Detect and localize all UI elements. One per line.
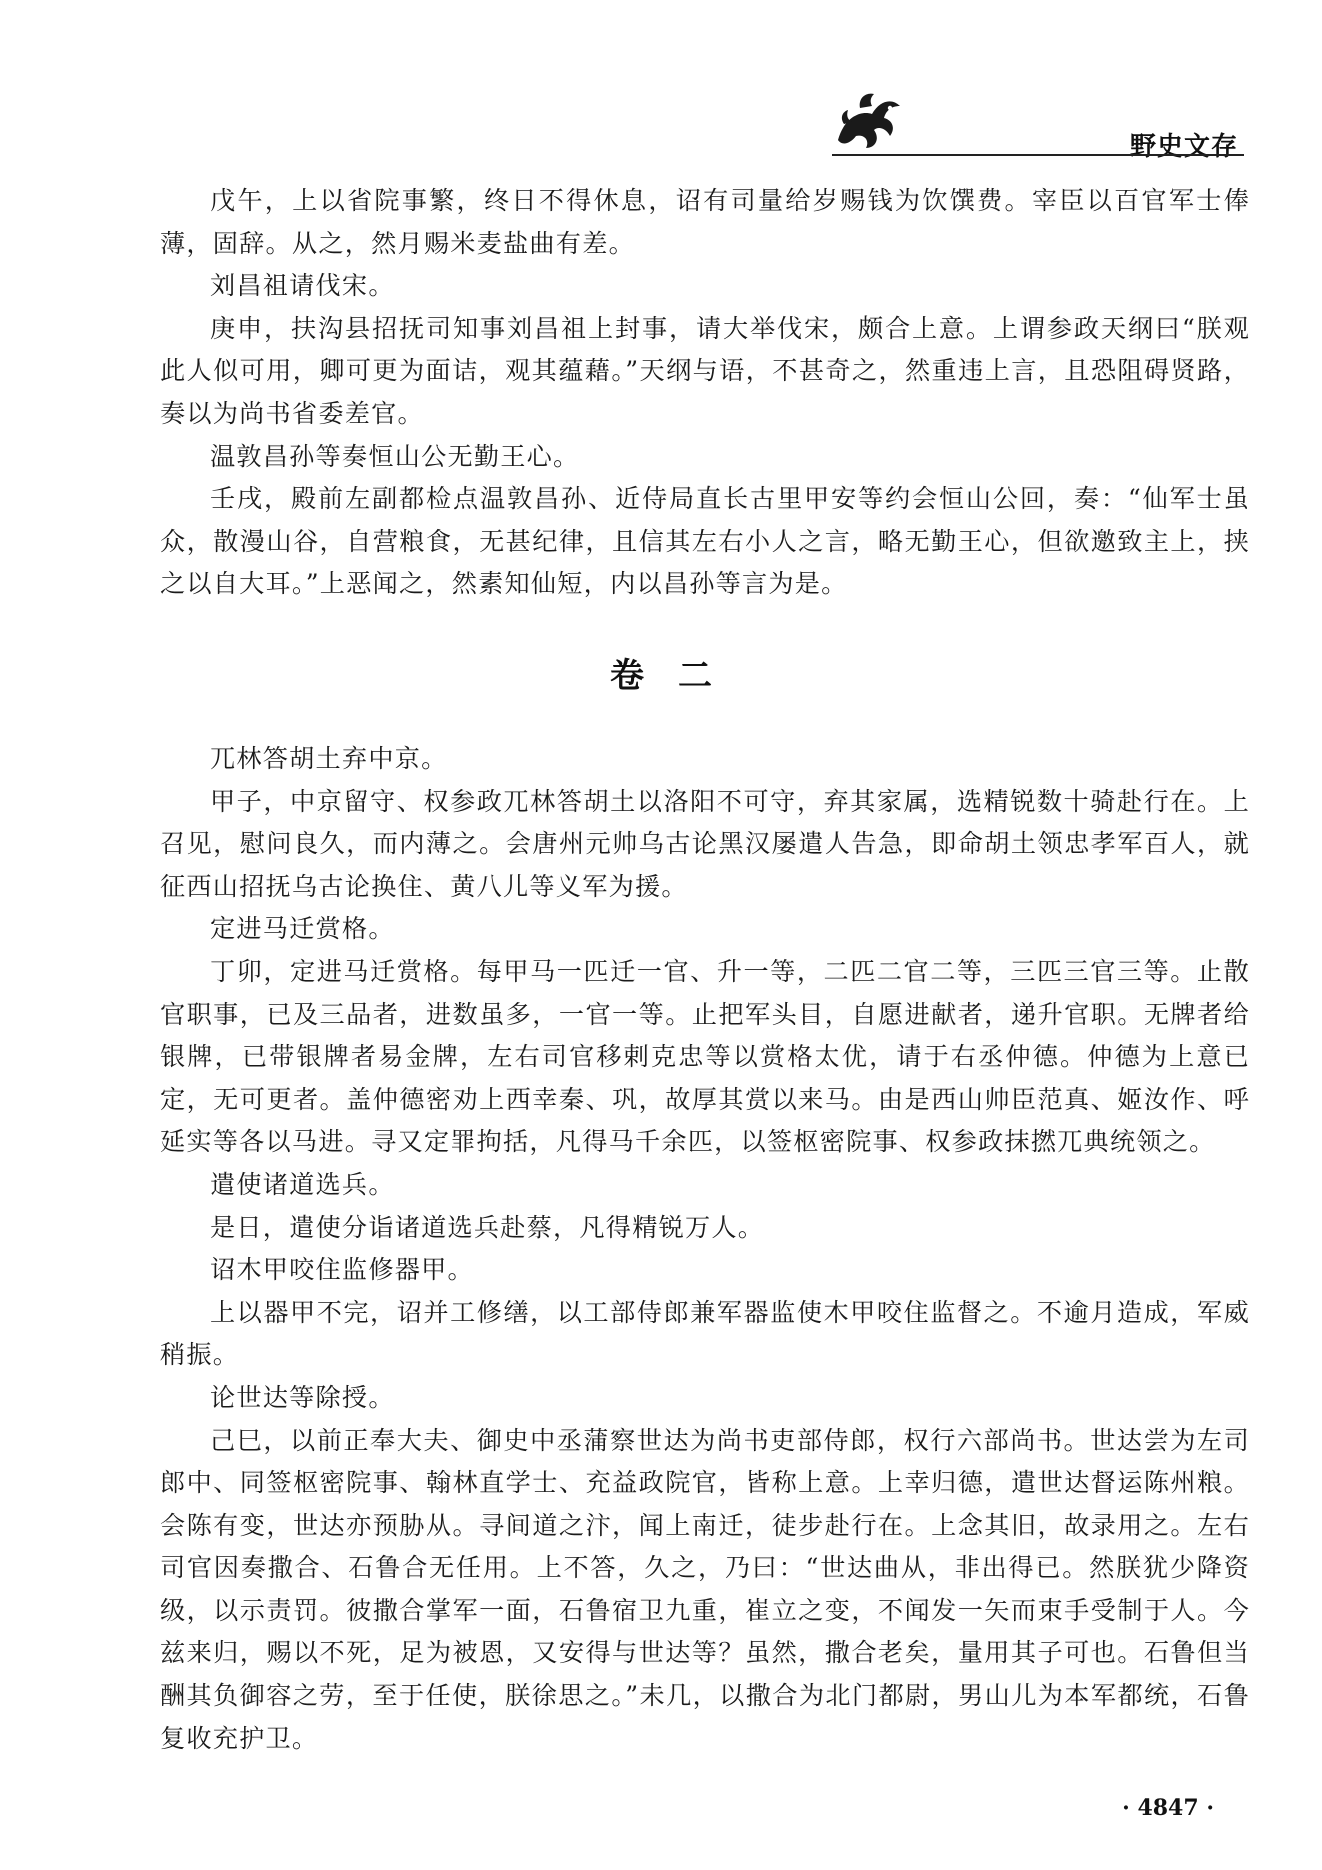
paragraph: 丁卯，定进马迁赏格。每甲马一匹迁一官、升一等，二匹二官二等，三匹三官三等。止散官职事，已及三品者，进数虽多，一官一等。止把军头目，自愿进献者，递升官职。无牌者给银牌，已带银牌者易金牌，左右司官移剌克忠等以赏格太优，请于右丞仲德。仲德为上意已定，无可更者。盖仲德密劝上西幸秦、巩，故厚其赏以来马。由是西山帅臣范真、姬汝作、呼延实等各以马进。寻又定罪拘括，凡得马千余匹，以签枢密院事、权参政抹撚兀典统领之。 bbox=[160, 956, 1250, 1157]
entry-heading: 定进马迁赏格。 bbox=[210, 914, 395, 944]
paragraph: 上以器甲不完，诏并工修缮，以工部侍郎兼军器监使木甲咬住监督之。不逾月造成，军威稍振。 bbox=[160, 1297, 1250, 1370]
volume-title: 卷 二 bbox=[610, 656, 712, 696]
paragraph: 己巳，以前正奉大夫、御史中丞蒲察世达为尚书吏部侍郎，权行六部尚书。世达尝为左司郎中、同签枢密院事、翰林直学士、充益政院官，皆称上意。上幸归德，遣世达督运陈州粮。会陈有变，世达亦预胁从。寻间道之汴，闻上南迁，徒步赴行在。上念其旧，故录用之。左右司官因奏撒合、石鲁合无任用。上不答，久之，乃曰：“世达曲从，非出得已。然朕犹少降资级，以示责罚。彼撒合掌军一面，石鲁宿卫九重，崔立之变，不闻发一矢而束手受制于人。今兹来归，赐以不死，足为被恩，又安得与世达等？虽然，撒合老矣，量用其子可也。石鲁但当酬其负御容之劳，至于任使，朕徐思之。”未几，以撒合为北门都尉，男山儿为本军都统，石鲁复收充护卫。 bbox=[160, 1425, 1250, 1753]
series-title: 野史文存 bbox=[1129, 132, 1238, 162]
entry-heading: 兀林答胡土弃中京。 bbox=[210, 744, 448, 773]
paragraph: 是日，遣使分诣诸道选兵赴蔡，凡得精锐万人。 bbox=[210, 1212, 765, 1242]
header-rule bbox=[832, 154, 1244, 156]
running-header bbox=[830, 88, 1250, 162]
dragon-logo-icon bbox=[830, 88, 904, 154]
section-two bbox=[160, 738, 1250, 1760]
entry-heading: 论世达等除授。 bbox=[210, 1382, 395, 1412]
entry-heading: 刘昌祖请伐宋。 bbox=[210, 271, 395, 301]
section-one bbox=[160, 180, 1250, 606]
entry-heading: 遣使诸道选兵。 bbox=[210, 1169, 395, 1199]
paragraph: 庚申，扶沟县招抚司知事刘昌祖上封事，请大举伐宋，颇合上意。上谓参政天纲曰“朕观此人似可用，卿可更为面诘，观其蕴藉。”天纲与语，不甚奇之，然重违上言，且恐阻碍贤路，奏以为尚书省委差官。 bbox=[160, 313, 1250, 428]
page-number: · 4847 · bbox=[1122, 1795, 1214, 1821]
paragraph: 壬戌，殿前左副都检点温敦昌孙、近侍局直长古里甲安等约会恒山公回，奏：“仙军士虽众，散漫山谷，自营粮食，无甚纪律，且信其左右小人之言，略无勤王心，但欲邀致主上，挟之以自大耳。”上恶闻之，然素知仙短，内以昌孙等言为是。 bbox=[160, 484, 1250, 599]
paragraph: 戊午，上以省院事繁，终日不得休息，诏有司量给岁赐钱为饮馔费。宰臣以百官军士俸薄，固辞。从之，然月赐米麦盐曲有差。 bbox=[160, 186, 1250, 258]
entry-heading: 温敦昌孙等奏恒山公无勤王心。 bbox=[210, 441, 580, 471]
entry-heading: 诏木甲咬住监修器甲。 bbox=[210, 1255, 474, 1285]
paragraph: 甲子，中京留守、权参政兀林答胡土以洛阳不可守，弃其家属，选精锐数十骑赴行在。上召见，慰问良久，而内薄之。会唐州元帅乌古论黑汉屡遣人告急，即命胡土领忠孝军百人，就征西山招抚乌古论换住、黄八儿等义军为援。 bbox=[160, 786, 1250, 901]
